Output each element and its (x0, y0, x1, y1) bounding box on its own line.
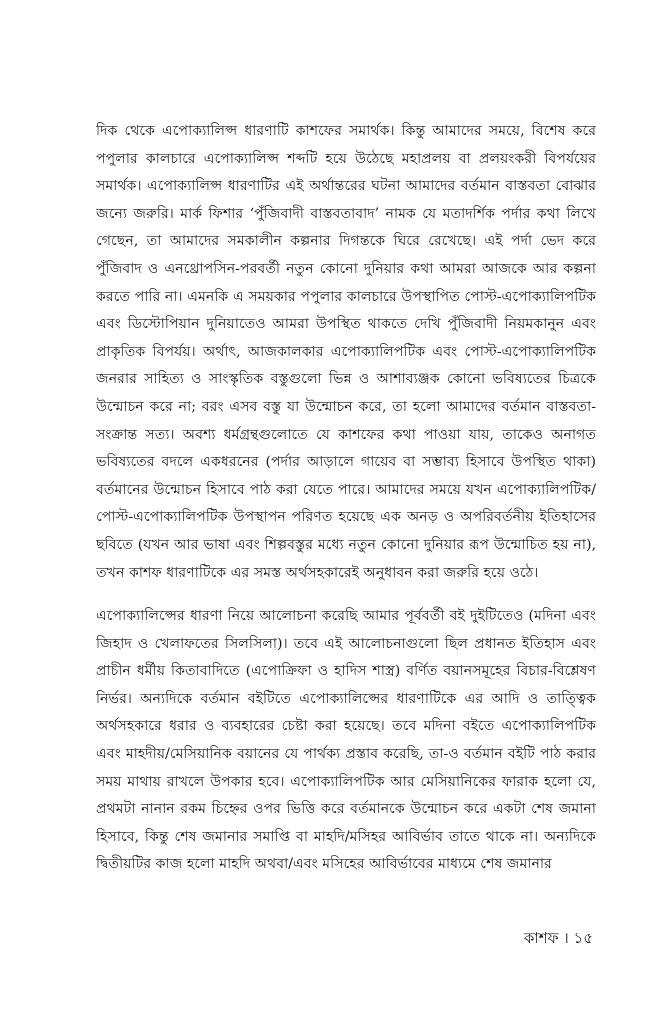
page-footer (524, 928, 593, 948)
running-title: কাশফ (523, 929, 559, 947)
paragraph-2: এপোক্যালিপ্সের ধারণা নিয়ে আলোচনা করেছি আমার পূর্ববর্তী বই দুইটিতেও (মদিনা এবং জিহাদ ও খেলাফতের সিলসিলা)। তবে এই আলোচনাগুলো ছিল প্রধানত ইতিহাস এবং প্রাচীন ধর্মীয় কিতাবাদিতে (এপোক্রিফা ও হাদিস শাস্ত্র) বর্ণিত বয়ানসমূহের বিচার-বিশ্লেষণ নির্ভর। অন্যদিকে বর্তমান বইটিতে এপোক্যালিপ্সের ধারণাটিকে এর আদি ও তাত্ত্বিক অর্থসহকারে ধরার ও ব্যবহারের চেষ্টা করা হয়েছে। তবে মদিনা বইতে এপোক্যালিপটিক এবং মাহদীয়/মেসিয়ানিক বয়ানের যে পার্থক্য প্রস্তাব করেছি, তা-ও বর্তমান বইটি পাঠ করার সময় মাথায় রাখলে উপকার হবে। এপোক্যালিপটিক আর মেসিয়ানিকের ফারাক হলো যে, প্রথমটা নানান রকম চিহ্নের ওপর ভিত্তি করে বর্তমানকে উন্মোচন করে একটা শেষ জমানা হিসাবে, কিন্তু শেষ জমানার সমাপ্তি বা মাহদি/মসিহর আবির্ভাব তাতে থাকে না। অন্যদিকে দ্বিতীয়টির কাজ হলো মাহদি অথবা/এবং মসিহের আবির্ভাবের মাধ্যমে শেষ জমানার (96, 608, 596, 873)
footer-separator: । (563, 929, 569, 947)
paragraph-1: দিক থেকে এপোক্যালিপ্স ধারণাটি কাশফের সমার্থক। কিন্তু আমাদের সময়ে, বিশেষ করে পপুলার কালচারে এপোক্যালিপ্স শব্দটি হয়ে উঠেছে মহাপ্রলয় বা প্রলয়ংকরী বিপর্যয়ের সমার্থক। এপোক্যালিপ্স ধারণাটির এই অর্থান্তরের ঘটনা আমাদের বর্তমান বাস্তবতা বোঝার জন্যে জরুরি। মার্ক ফিশার ‘পুঁজিবাদী বাস্তবতাবাদ’ নামক যে মতাদর্শিক পর্দার কথা লিখে গেছেন, তা আমাদের সমকালীন কল্পনার দিগন্তকে ঘিরে রেখেছে। এই পর্দা ভেদ করে পুঁজিবাদ ও এনথ্রোপসিন-পরবর্তী নতুন কোনো দুনিয়ার কথা আমরা আজকে আর কল্পনা করতে পারি না। এমনকি এ সময়কার পপুলার কালচারে উপস্থাপিত পোস্ট-এপোক্যালিপটিক এবং ডিস্টোপিয়ান দুনিয়াতেও আমরা উপস্থিত থাকতে দেখি পুঁজিবাদী নিয়মকানুন এবং প্রাকৃতিক বিপর্যয়। অর্থাৎ, আজকালকার এপোক্যালিপটিক এবং পোস্ট-এপোক্যালিপটিক জনরার সাহিত্য ও সাংস্কৃতিক বস্তুগুলো ভিন্ন ও আশাব্যঞ্জক কোনো ভবিষ্যতের চিত্রকে উন্মোচন করে না; বরং এসব বস্তু যা উন্মোচন করে, তা হলো আমাদের বর্তমান বাস্তবতা-সংক্রান্ত সত্য। অবশ্য ধর্মগ্রন্থগুলোতে যে কাশফের কথা পাওয়া যায়, তাকেও অনাগত ভবিষ্যতের বদলে একধরনের (পর্দার আড়ালে গায়েব বা সম্ভাব্য হিসাবে উপস্থিত থাকা) বর্তমানের উন্মোচন হিসাবে পাঠ করা যেতে পারে। আমাদের সময়ে যখন এপোক্যালিপটিক/পোস্ট-এপোক্যালিপটিক উপস্থাপন পরিণত হয়েছে এক অনড় ও অপরিবর্তনীয় ইতিহাসের ছবিতে (যখন আর ভাষা এবং শিল্পবস্তুর মধ্যে নতুন কোনো দুনিয়ার রূপ উন্মোচিত হয় না), তখন কাশফ ধারণাটিকে এর সমস্ত অর্থসহকারেই অনুধাবন করা জরুরি হয়ে ওঠে। (96, 123, 596, 581)
page-number: ১৫ (573, 929, 593, 947)
page-body (96, 118, 596, 938)
